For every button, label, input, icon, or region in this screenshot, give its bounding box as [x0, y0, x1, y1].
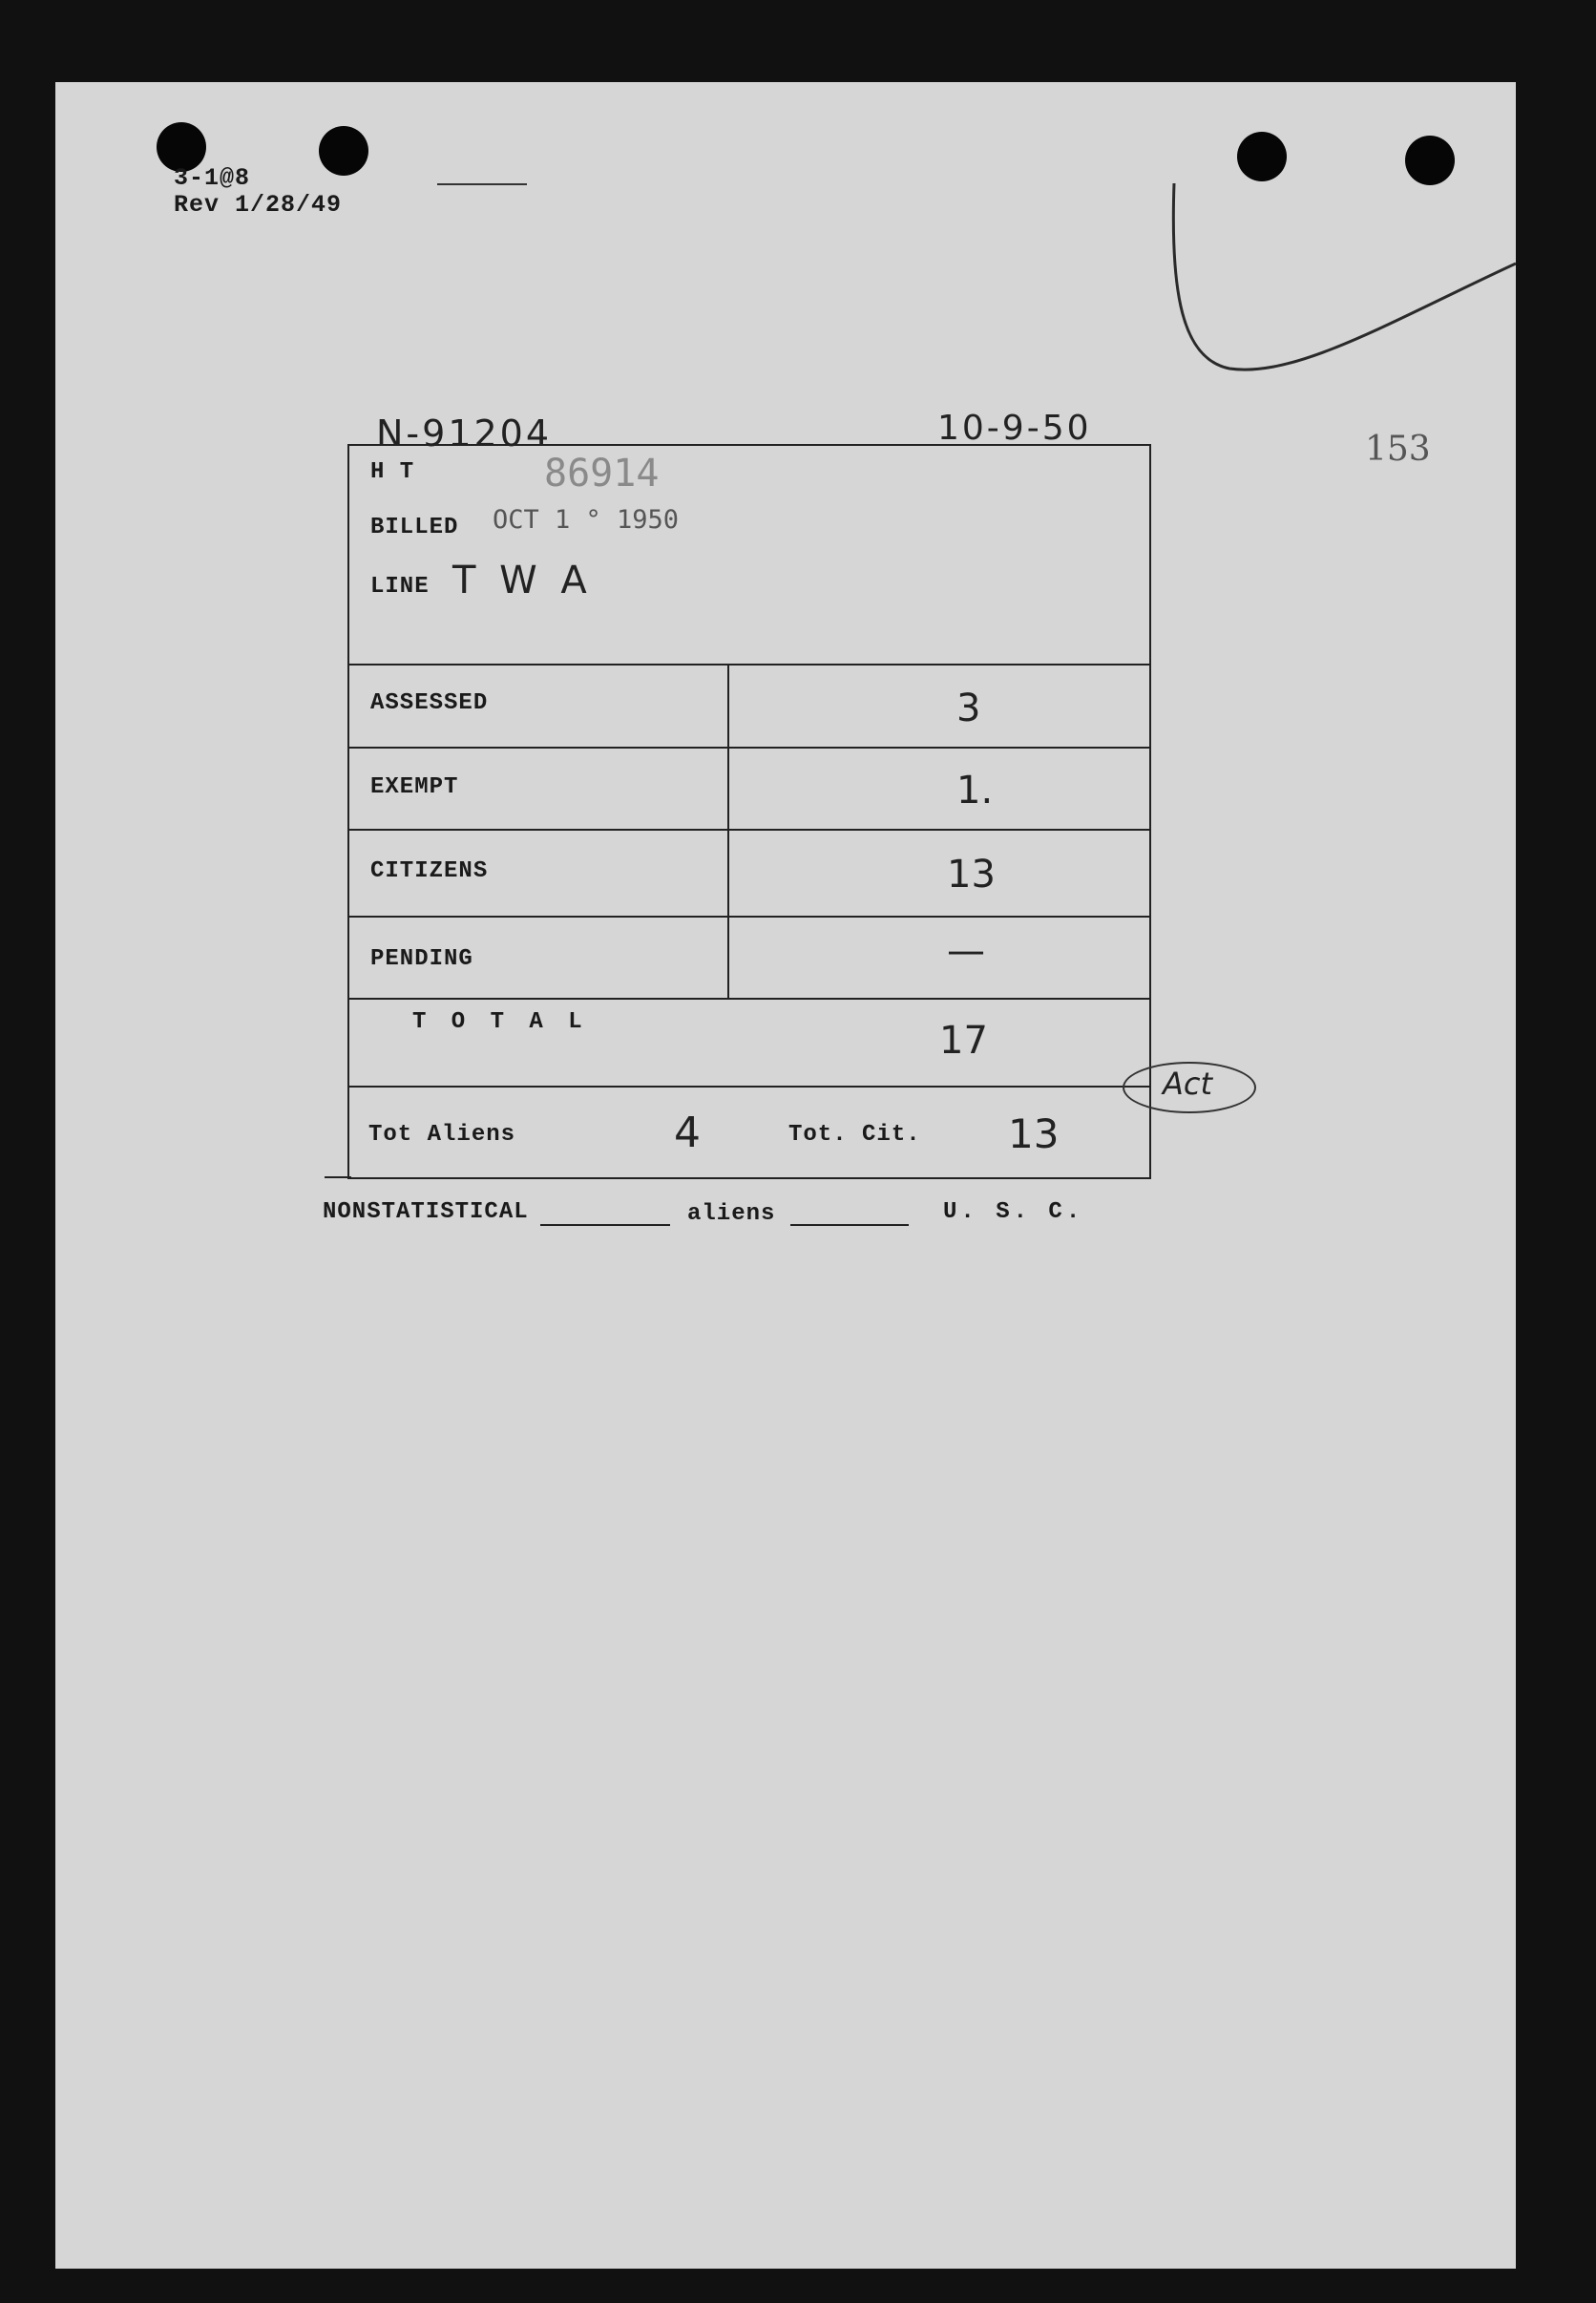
- initials: Act: [1163, 1066, 1213, 1102]
- nonstatistical-label: NONSTATISTICAL: [323, 1199, 529, 1225]
- aliens-word: aliens: [687, 1201, 776, 1227]
- row-value-exempt: 1.: [956, 769, 994, 813]
- billed-label: BILLED: [370, 515, 459, 540]
- tally-form: [347, 444, 1151, 1179]
- tot-aliens-value: 4: [674, 1109, 701, 1157]
- row-label-pending: PENDING: [370, 946, 473, 972]
- row-label-citizens: CITIZENS: [370, 858, 489, 884]
- billed-stamp: OCT 1 ° 1950: [493, 505, 680, 535]
- tot-cit-value: 13: [1008, 1110, 1060, 1157]
- row-value-citizens: 13: [947, 853, 996, 897]
- ht-label: H T: [370, 459, 415, 485]
- row-label-assessed: ASSESSED: [370, 690, 489, 716]
- file-number: N-91204: [376, 412, 553, 454]
- punch-hole-2: [319, 126, 368, 176]
- dash-mark: [437, 183, 527, 185]
- revision-date: Rev 1/28/49: [174, 191, 343, 219]
- divider-row-4: [349, 998, 1151, 1000]
- row-value-assessed: 3: [956, 687, 981, 730]
- box-bottom-extension: [325, 1176, 351, 1178]
- row-value-pending: —: [947, 929, 985, 973]
- page-number: 153: [1365, 430, 1431, 469]
- divider-row-2: [349, 829, 1151, 831]
- divider-header: [349, 664, 1151, 666]
- total-value: 17: [939, 1019, 988, 1063]
- line-label: LINE: [370, 574, 430, 600]
- line-value: T W A: [452, 559, 593, 602]
- document-page: [55, 82, 1516, 2269]
- punch-hole-3: [1237, 132, 1287, 181]
- ht-stamp: 86914: [544, 452, 660, 496]
- column-divider: [727, 664, 729, 1000]
- divider-row-1: [349, 747, 1151, 749]
- divider-row-3: [349, 916, 1151, 918]
- total-label: T O T A L: [412, 1009, 588, 1035]
- nonstat-blank: [540, 1224, 670, 1226]
- tot-cit-label: Tot. Cit.: [788, 1122, 921, 1148]
- form-number: 3-1@8: [174, 164, 251, 192]
- row-label-exempt: EXEMPT: [370, 774, 459, 800]
- tot-aliens-label: Tot Aliens: [368, 1122, 516, 1148]
- usc-label: U. S. C.: [943, 1199, 1084, 1225]
- pencil-mark: [1163, 178, 1516, 454]
- aliens-blank: [790, 1224, 909, 1226]
- handwritten-date: 10-9-50: [937, 409, 1092, 448]
- divider-total: [349, 1086, 1151, 1088]
